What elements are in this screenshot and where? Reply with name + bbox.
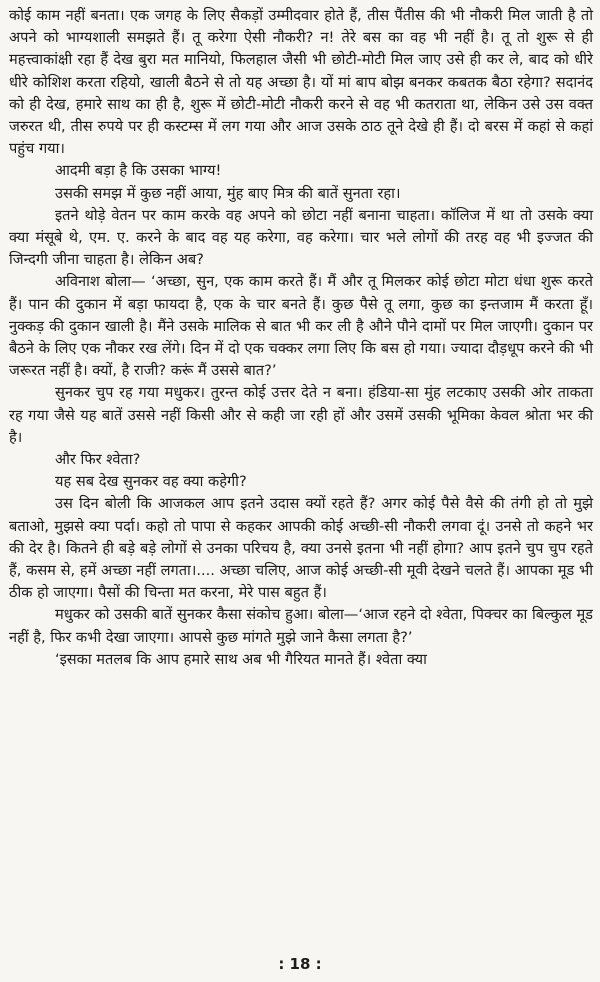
paragraph: और फिर श्वेता? — [55, 451, 141, 469]
paragraph: अविनाश बोला— ‘अच्छा, सुन, एक काम करते हैं। मैं और तू मिलकर कोई छोटा मोटा धंधा शुरू करते हैं। पान की दुकान में बड़ा फायदा है, एक के चार बनते हैं। कुछ पैसे तू लगा, कुछ का इन्तजाम मैं करता हूँ। नुक्कड़ की दुकान खाली है। मैंने उसके मालिक से बात भी कर ली है औने पौने दामों पर मिल जाएगी। दुकान पर बैठने के लिए एक नौकर रख लेंगे। दिन में दो एक चक्कर लगा लिए कि बस हो गया। ज्यादा दौड़धूप करने की भी जरूरत नहीं है। क्यों, है राजी? करूं मैं उससे बात?’ — [9, 273, 593, 380]
page-body-text — [9, 5, 593, 671]
page-number: : 18 : — [278, 955, 322, 973]
paragraph: यह सब देख सुनकर वह क्या कहेगी? — [55, 473, 247, 491]
paragraph: मधुकर को उसकी बातें सुनकर कैसा संकोच हुआ। बोला—‘आज रहने दो श्वेता, पिक्चर का बिल्कुल मूड नहीं है, फिर कभी देखा जाएगा। आपसे कुछ मांगते मुझे जाने कैसा लगता है?’ — [9, 606, 593, 646]
paragraph: उसकी समझ में कुछ नहीं आया, मुंह बाए मित्र की बातें सुनता रहा। — [55, 184, 401, 202]
paragraph: इतने थोड़े वेतन पर काम करके वह अपने को छोटा नहीं बनाना चाहता। कॉलिज में था तो उसके क्या क्या मंसूबे थे, एम. ए. करने के बाद वह यह करेगा, वह करेगा। चार भले लोगों की तरह वह भी इज्जत की जिन्दगी जीना चाहता है। लेकिन अब? — [9, 206, 593, 269]
paragraph: सुनकर चुप रह गया मधुकर। तुरन्त कोई उत्तर देते न बना। हंडिया-सा मुंह लटकाए उसकी ओर ताकता रह गया जैसे यह बातें उससे नहीं किसी और से कही जा रही हों और उसमें उसकी भूमिका केवल श्रोता भर की है। — [9, 384, 593, 446]
paragraph: ‘इसका मतलब कि आप हमारे साथ अब भी गैरियत मानते हैं। श्वेता क्या — [55, 650, 427, 668]
paragraph: आदमी बड़ा है कि उसका भाग्य! — [55, 162, 222, 180]
paragraph-continuation: कोई काम नहीं बनता। एक जगह के लिए सैकड़ों उम्मीदवार होते हैं, तीस पैंतीस की भी नौकरी मिल जाती है तो अपने को भाग्यशाली समझते हैं। तू करेगा ऐसी नौकरी? न! तेरे बस का वह भी नहीं है। तू तो शुरू से ही महत्त्वाकांक्षी रहा हैं देख बुरा मत मानियो, फिलहाल जैसी भी छोटी-मोटी मिल जाए उसे ही कर ले, बाद को धीरे धीरे कोशिश करता रहियो, खाली बैठने से तो यह अच्छा है। यों मां बाप बोझ बनकर कबतक बैठा रहेगा? सदानंद को ही देख, हमारे साथ का ही है, शुरू में छोटी-मोटी नौकरी करने से वह भी कतराता था, लेकिन उसे उस वक्त जरुरत थी, तीस रुपये पर ही कस्टम्स में लग गया और आज उसके ठाठ तूने देखे ही हैं। दो बरस में कहां से कहां पहुंच गया। — [9, 7, 593, 158]
paragraph: उस दिन बोली कि आजकल आप इतने उदास क्यों रहते हैं? अगर कोई पैसे वैसे की तंगी हो तो मुझे बताओ, मुझसे क्या पर्दा। कहो तो पापा से कहकर आपकी कोई अच्छी-सी नौकरी लगवा दूं। उनसे तो कहने भर की देर है। कितने ही बड़े बड़े लोगों से उनका परिचय है, क्या उनसे इतना भी नहीं होगा? आप इतने चुप चुप रहते हैं, कसम से, हमें अच्छा नहीं लगता।.... अच्छा चलिए, आज कोई अच्छी-सी मूवी देखने चलते हैं। आपका मूड भी ठीक हो जाएगा। पैसों की चिन्ता मत करना, मेरे पास बहुत हैं। — [9, 495, 593, 602]
